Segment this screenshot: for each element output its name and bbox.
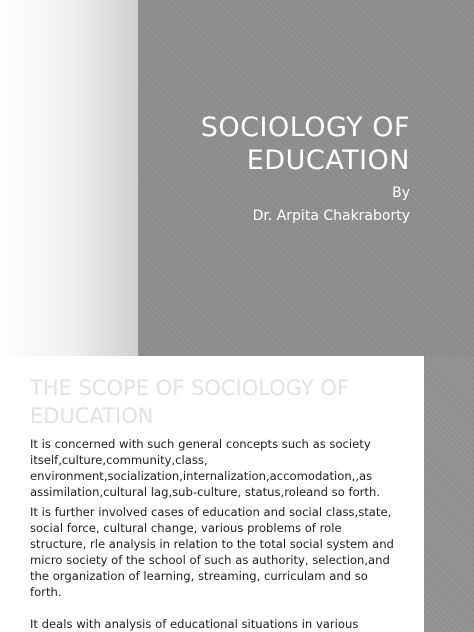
text-line: the organization of learning, streaming, curriculam and so: [30, 569, 368, 583]
text-line: environment,socialization,internalization,accomodation,,as: [30, 469, 373, 483]
slide-heading: [30, 374, 420, 430]
content-slide: [0, 356, 474, 632]
paragraph-concepts: [30, 436, 422, 500]
author-name: Dr. Arpita Chakraborty: [252, 208, 410, 224]
text-line: It deals with analysis of educational situations in various: [30, 617, 359, 631]
paragraph-involvement: [30, 504, 422, 600]
text-line: social force, cultural change, various problems of role: [30, 521, 342, 535]
slide-heading-line: EDUCATION: [30, 404, 154, 428]
slide-decoration-right-bar: [424, 356, 474, 632]
slide-decoration-left-panel: [0, 0, 138, 356]
text-line: assimilation,cultural lag,sub-culture, status,roleand so forth.: [30, 485, 381, 499]
slide-heading-line: THE SCOPE OF SOCIOLOGY OF: [30, 376, 350, 400]
slide-title-line: SOCIOLOGY OF: [200, 112, 410, 143]
text-line: forth.: [30, 585, 62, 599]
slide-title: [110, 111, 410, 177]
slide-title-line: EDUCATION: [246, 145, 410, 176]
text-line: itself,culture,community,class,: [30, 453, 208, 467]
paragraph-analysis: [30, 616, 422, 632]
text-line: It is concerned with such general concepts such as society: [30, 437, 371, 451]
text-line: It is further involved cases of education and social class,state,: [30, 505, 392, 519]
by-label: By: [392, 185, 410, 201]
text-line: micro society of the school of such as authority, selection,and: [30, 553, 390, 567]
text-line: structure, rle analysis in relation to the total social system and: [30, 537, 394, 551]
